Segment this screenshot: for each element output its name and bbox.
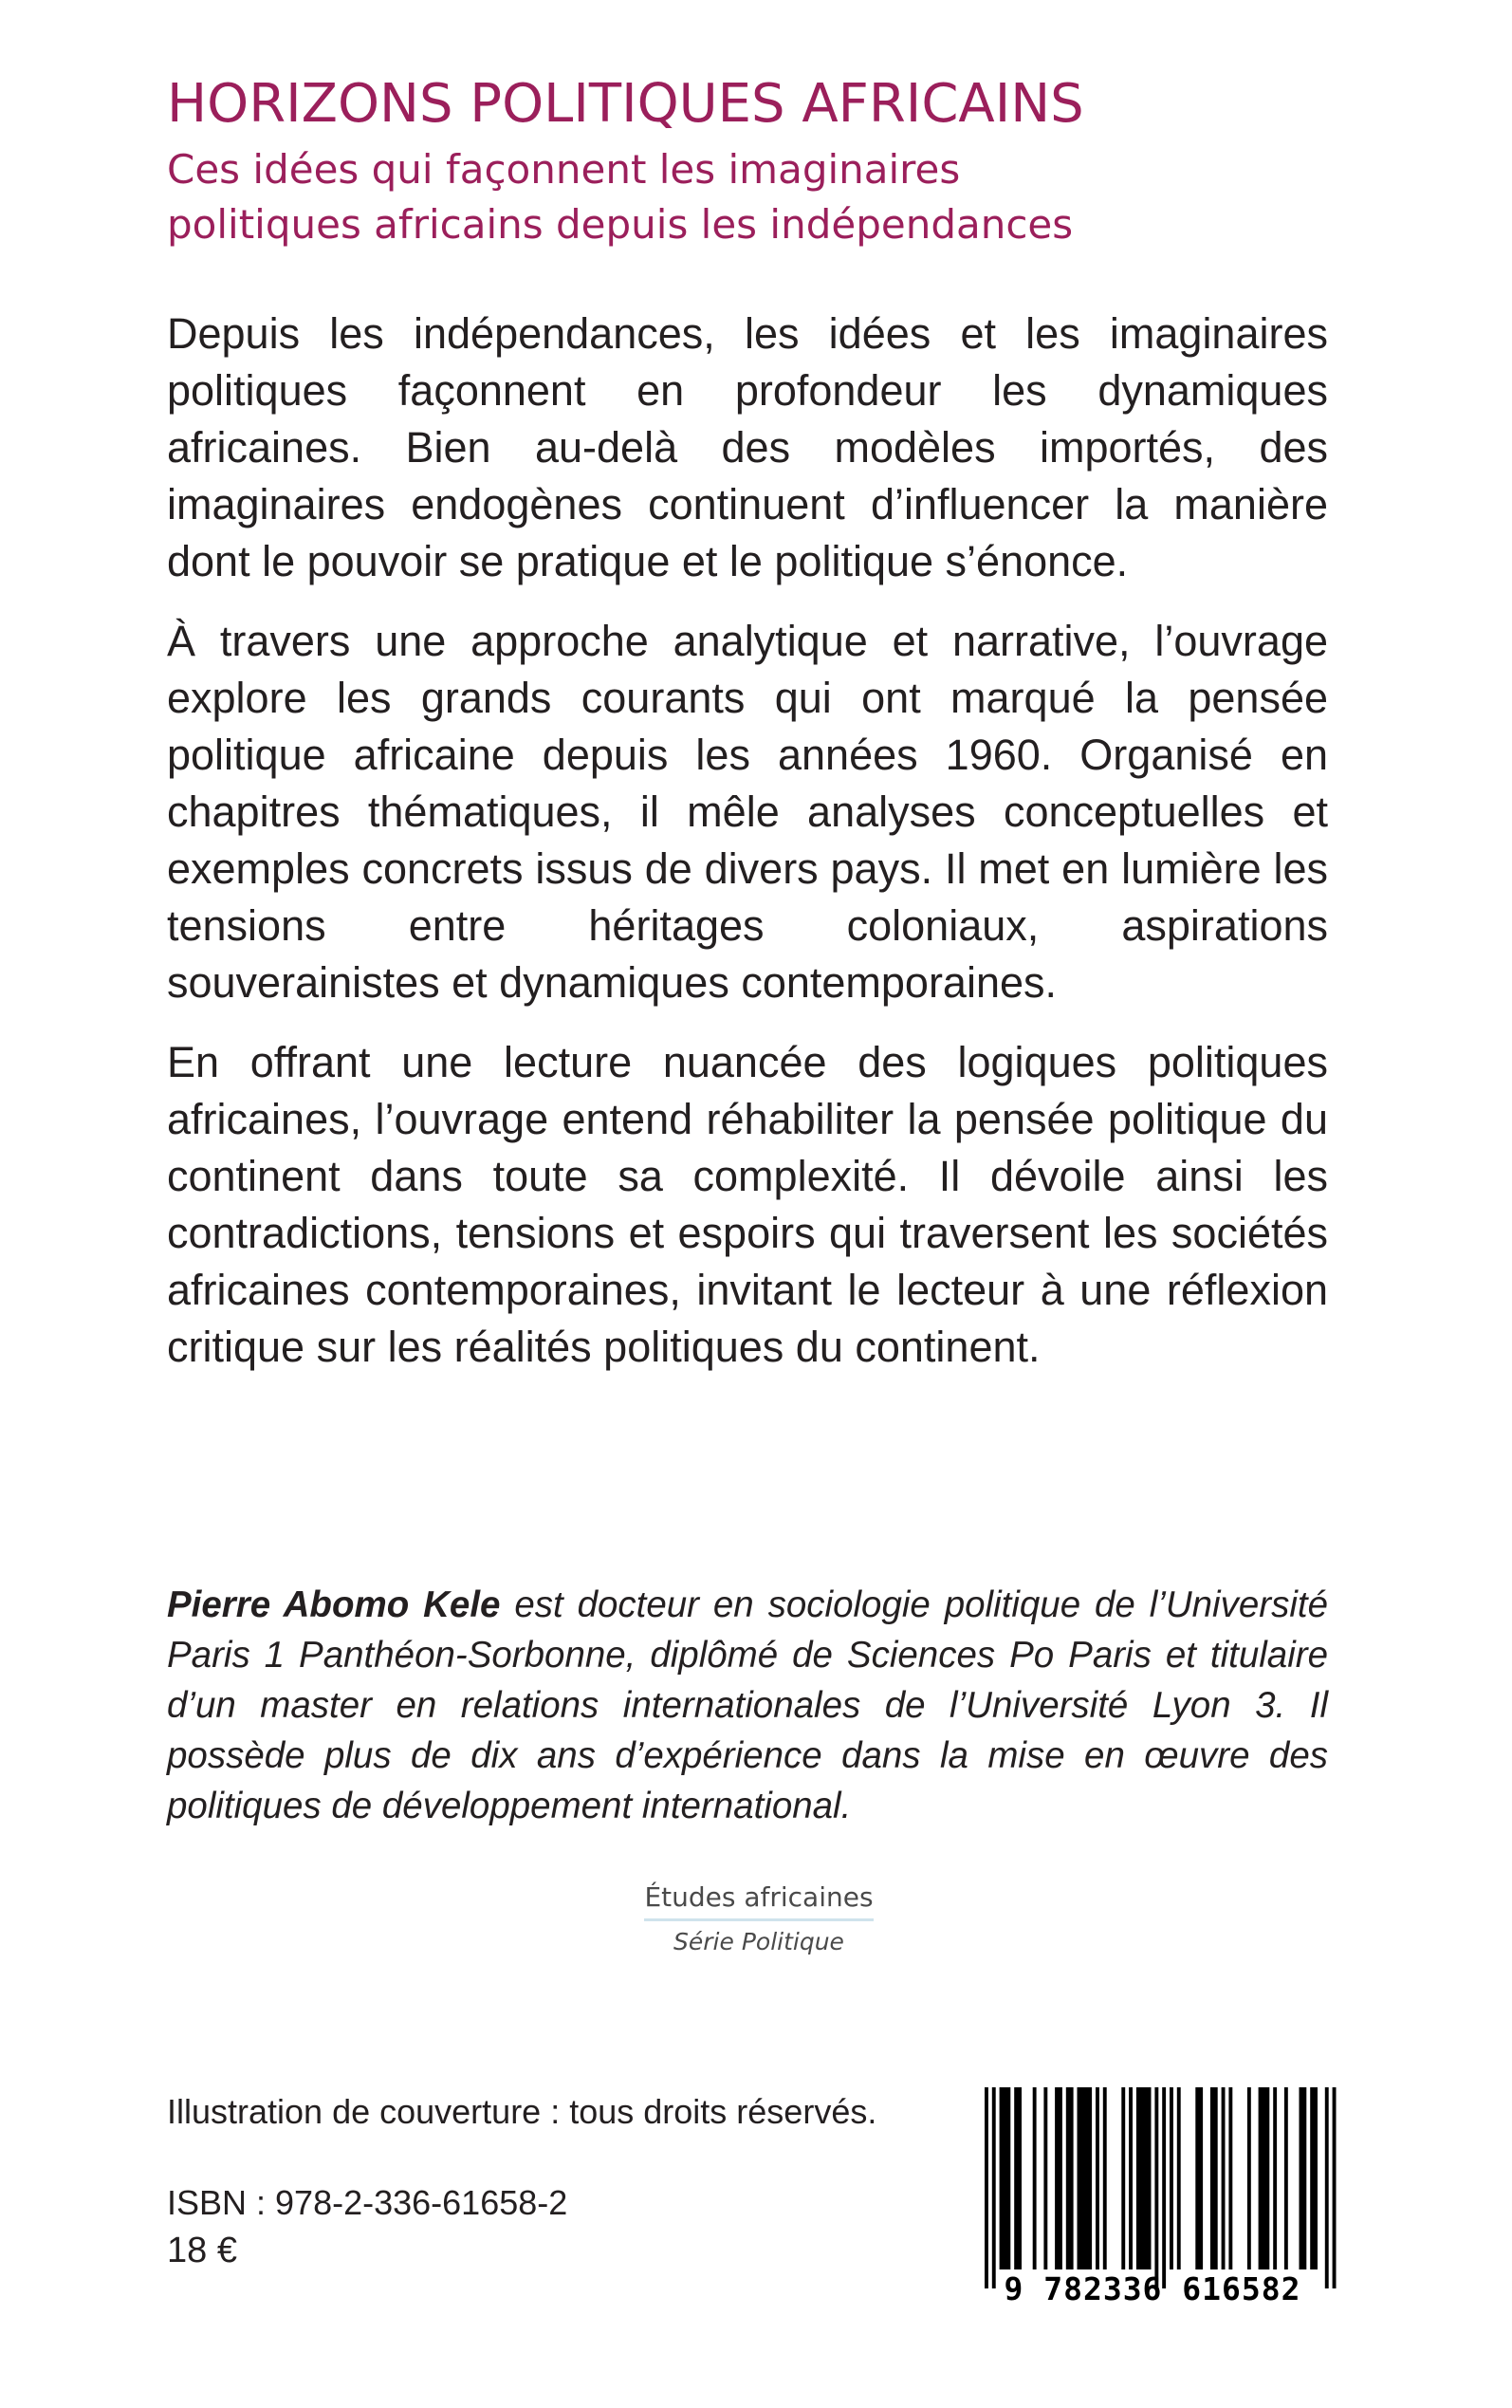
barcode-bar-10 — [1103, 2087, 1107, 2269]
isbn: ISBN : 978-2-336-61658-2 — [167, 2183, 568, 2222]
barcode-bar-26 — [1300, 2087, 1307, 2269]
barcode-bar-1 — [992, 2087, 996, 2288]
subtitle-line-2: politiques africains depuis les indépendances — [167, 201, 1074, 248]
barcode-bar-21 — [1228, 2087, 1232, 2269]
subtitle-line-1: Ces idées qui façonnent les imaginaires — [167, 146, 961, 193]
blurb-paragraph-1: Depuis les indépendances, les idées et les imaginaires politiques façonnent en profondeur les dynamiques africaines. Bien au-delà des modèles importés, des imaginaires endogènes continuent d’influencer la manière dont le pouvoir se pratique et le politique s’énonce. — [167, 309, 1328, 585]
series-subtitle: Série Politique — [673, 1928, 844, 1955]
barcode-bar-18 — [1195, 2087, 1203, 2269]
book-subtitle — [167, 142, 1362, 252]
barcode-bar-27 — [1310, 2087, 1318, 2269]
blurb-paragraph-3: En offrant une lecture nuancée des logiques politiques africaines, l’ouvrage entend réhabiliter la pensée politique du continent dans toute sa complexité. Il dévoile ainsi les contradictions, tensions et espoirs qui traversent les sociétés africaines contemporaines, invitant le lecteur à une réflexion critique sur les réalités politiques du continent. — [167, 1038, 1328, 1371]
blurb — [167, 306, 1328, 1398]
price: 18 € — [167, 2231, 237, 2270]
barcode-bar-0 — [985, 2087, 988, 2288]
series-name: Études africaines — [644, 1880, 873, 1921]
barcode-bar-3 — [1014, 2087, 1022, 2269]
barcode-bar-19 — [1210, 2087, 1218, 2269]
barcode-bar-6 — [1055, 2087, 1062, 2269]
barcode-bar-28 — [1325, 2087, 1329, 2288]
barcode-bar-9 — [1096, 2087, 1099, 2269]
barcode-bar-2 — [1000, 2087, 1011, 2269]
barcode-bar-22 — [1247, 2087, 1251, 2269]
barcode-bar-12 — [1129, 2087, 1133, 2269]
barcode-bar-11 — [1121, 2087, 1125, 2269]
author-bio — [167, 1580, 1328, 1831]
barcode-bar-24 — [1273, 2087, 1277, 2269]
barcode-bar-14 — [1154, 2087, 1158, 2288]
barcode-bar-7 — [1066, 2087, 1074, 2269]
series-logo — [569, 1880, 949, 1957]
barcode-bar-4 — [1033, 2087, 1037, 2269]
barcode-bar-23 — [1259, 2087, 1270, 2269]
barcode-bar-5 — [1043, 2087, 1047, 2269]
barcode — [958, 2087, 1347, 2307]
blurb-paragraph-2: À travers une approche analytique et narrative, l’ouvrage explore les grands courants qui ont marqué la pensée politique africaine depuis les années 1960. Organisé en chapitres thématiques, il mêle analyses conceptuelles et exemples concrets issus de divers pays. Il met en lumière les tensions entre héritages coloniaux, aspirations souverainistes et dynamiques contemporaines. — [167, 617, 1328, 1007]
barcode-bar-15 — [1162, 2087, 1166, 2288]
barcode-bar-13 — [1136, 2087, 1152, 2269]
barcode-bar-8 — [1078, 2087, 1093, 2269]
book-title: HORIZONS POLITIQUES AFRICAINS — [167, 73, 1084, 135]
barcode-bar-25 — [1284, 2087, 1288, 2269]
barcode-bar-17 — [1177, 2087, 1181, 2269]
barcode-bar-20 — [1222, 2087, 1226, 2269]
barcode-bar-29 — [1333, 2087, 1337, 2288]
barcode-bar-16 — [1170, 2087, 1173, 2269]
cover-credit: Illustration de couverture : tous droits réservés. — [167, 2092, 877, 2131]
barcode-digits: 9 782336 616582 — [1004, 2270, 1301, 2307]
author-bio-text: est docteur en sociologie politique de l’Université Paris 1 Panthéon-Sorbonne, diplômé de Sciences Po Paris et titulaire d’un master en relations internationales de l’Université Lyon 3. Il possède plus de dix ans d’expérience dans la mise en œuvre des politiques de développement international. — [167, 1584, 1329, 1826]
author-name: Pierre Abomo Kele — [167, 1584, 501, 1625]
